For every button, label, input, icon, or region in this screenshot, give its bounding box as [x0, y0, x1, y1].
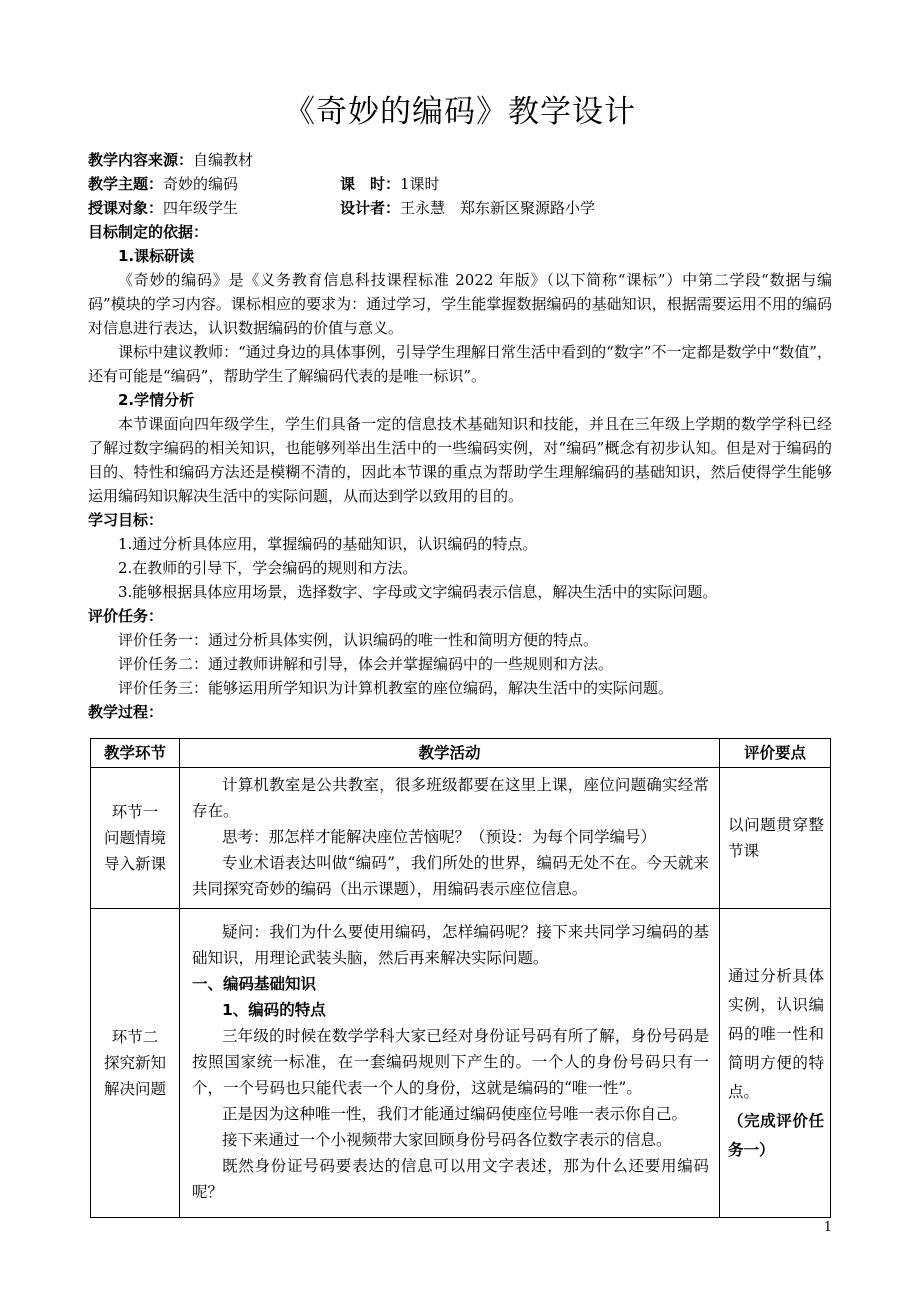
paragraph: 专业术语表达叫做“编码”，我们所处的世界，编码无处不在。今天就来共同探究奇妙的编码（出示课题），用编码表示座位信息。 [192, 854, 709, 898]
activity-heading: 一、编码基础知识 [192, 975, 317, 993]
activity-cell [180, 909, 720, 1218]
evaluation-cell [720, 909, 831, 1218]
value: 1课时 [400, 175, 440, 193]
list-item: 1.通过分析具体应用，掌握编码的基础知识，认识编码的特点。 [118, 535, 538, 553]
evaluation-cell: 以问题贯穿整节课 [720, 768, 831, 909]
value: 奇妙的编码 [163, 175, 239, 193]
stage-line: 导入新课 [103, 855, 166, 873]
process-table [90, 738, 831, 1218]
stage-cell [91, 909, 180, 1218]
paragraph: 三年级的时候在数学学科大家已经对身份证号码有所了解，身份号码是按照国家统一标准，在一套编码规则下产生的。一个人的身份号码只有一个，一个号码也只能代表一个人的身份，这就是编码的“唯一性”。 [192, 1027, 709, 1097]
list-item: 2.在教师的引导下，学会编码的规则和方法。 [118, 559, 418, 577]
paragraph: 接下来通过一个小视频带大家回顾身份号码各位数字表示的信息。 [222, 1131, 672, 1149]
meta-theme [88, 172, 340, 196]
paragraph: 计算机教室是公共教室，很多班级都要在这里上课，座位问题确实经常存在。 [192, 776, 709, 820]
table-row [91, 909, 831, 1218]
column-header: 教学环节 [91, 739, 180, 768]
column-header: 教学活动 [180, 739, 720, 768]
paragraph: 思考：那怎样才能解决座位苦恼呢？（预设：为每个同学编号） [222, 828, 657, 846]
list-item: 评价任务二：通过教师讲解和引导，体会并掌握编码中的一些规则和方法。 [118, 655, 614, 673]
stage-line: 环节二 [111, 1028, 159, 1046]
section-heading: 教学过程： [88, 703, 164, 721]
label: 教学主题： [88, 175, 164, 193]
paragraph: 《奇妙的编码》是《义务教育信息科技课程标准 2022 年版》（以下简称“课标”）中第二学段“数据与编码”模块的学习内容。课标相应的要求为：通过学习，学生能掌握数据编码的基础知识，根据需要运用不用的编码对信息进行表达，认识数据编码的价值与意义。 [88, 271, 832, 337]
paragraph: 本节课面向四年级学生，学生们具备一定的信息技术基础知识和技能，并且在三年级上学期的数学学科已经了解过数字编码的相关知识，也能够列举出生活中的一些编码实例，对“编码”概念有初步认知。但是对于编码的目的、特性和编码方法还是模糊不清的，因此本节课的重点为帮助学生理解编码的基础知识，然后使得学生能够运用编码知识解决生活中的实际问题，从而达到学以致用的目的。 [88, 415, 832, 505]
label: 课 时： [340, 175, 401, 193]
activity-cell [180, 768, 720, 909]
value: 自编教材 [193, 151, 254, 169]
document-flow [88, 148, 832, 1236]
evaluation-text: 通过分析具体实例，认识编码的唯一性和简明方便的特点。 [728, 966, 824, 1101]
paragraph: 疑问：我们为什么要使用编码，怎样编码呢？接下来共同学习编码的基础知识，用理论武装头脑，然后再来解决实际问题。 [192, 923, 709, 967]
value: 四年级学生 [163, 199, 239, 217]
table-row [91, 768, 831, 909]
meta-audience [88, 196, 340, 220]
list-item: 评价任务三：能够运用所学知识为计算机教室的座位编码，解决生活中的实际问题。 [118, 679, 674, 697]
evaluation-note: （完成评价任务一） [728, 1111, 824, 1159]
document-body [88, 148, 832, 724]
table-header-row [91, 739, 831, 768]
label: 授课对象： [88, 199, 164, 217]
subsection-heading: 1.课标研读 [118, 247, 195, 265]
page-number: 1 [823, 1220, 832, 1235]
stage-line: 问题情境 [103, 829, 166, 847]
meta-hours [340, 172, 440, 196]
list-item: 评价任务一：通过分析具体实例，认识编码的唯一性和简明方便的特点。 [118, 631, 599, 649]
paragraph: 正是因为这种唯一性，我们才能通过编码使座位号唯一表示你自己。 [222, 1105, 688, 1123]
column-header: 评价要点 [720, 739, 831, 768]
stage-line: 环节一 [111, 803, 159, 821]
section-heading: 学习目标： [88, 511, 164, 529]
meta-source [88, 148, 832, 172]
section-heading: 评价任务： [88, 607, 164, 625]
stage-line: 解决问题 [103, 1080, 166, 1098]
section-heading: 目标制定的依据： [88, 223, 209, 241]
paragraph: 课标中建议教师：“通过身边的具体事例，引导学生理解日常生活中看到的“数字”不一定都是数学中“数值”，还有可能是“编码”，帮助学生了解编码代表的是唯一标识”。 [88, 343, 832, 385]
activity-subheading: 1、编码的特点 [222, 1001, 326, 1019]
stage-cell [91, 768, 180, 909]
stage-line: 探究新知 [103, 1054, 166, 1072]
meta-row [88, 172, 832, 196]
meta-designer [340, 196, 595, 220]
meta-row [88, 196, 832, 220]
subsection-heading: 2.学情分析 [118, 391, 195, 409]
value: 王永慧 郑东新区聚源路小学 [400, 199, 596, 217]
label: 教学内容来源： [88, 151, 194, 169]
paragraph: 既然身份证号码要表达的信息可以用文字表述，那为什么还要用编码呢？ [192, 1157, 709, 1201]
list-item: 3.能够根据具体应用场景，选择数字、字母或文字编码表示信息，解决生活中的实际问题。 [118, 583, 718, 601]
label: 设计者： [340, 199, 401, 217]
document-title: 《奇妙的编码》教学设计 [284, 94, 636, 130]
